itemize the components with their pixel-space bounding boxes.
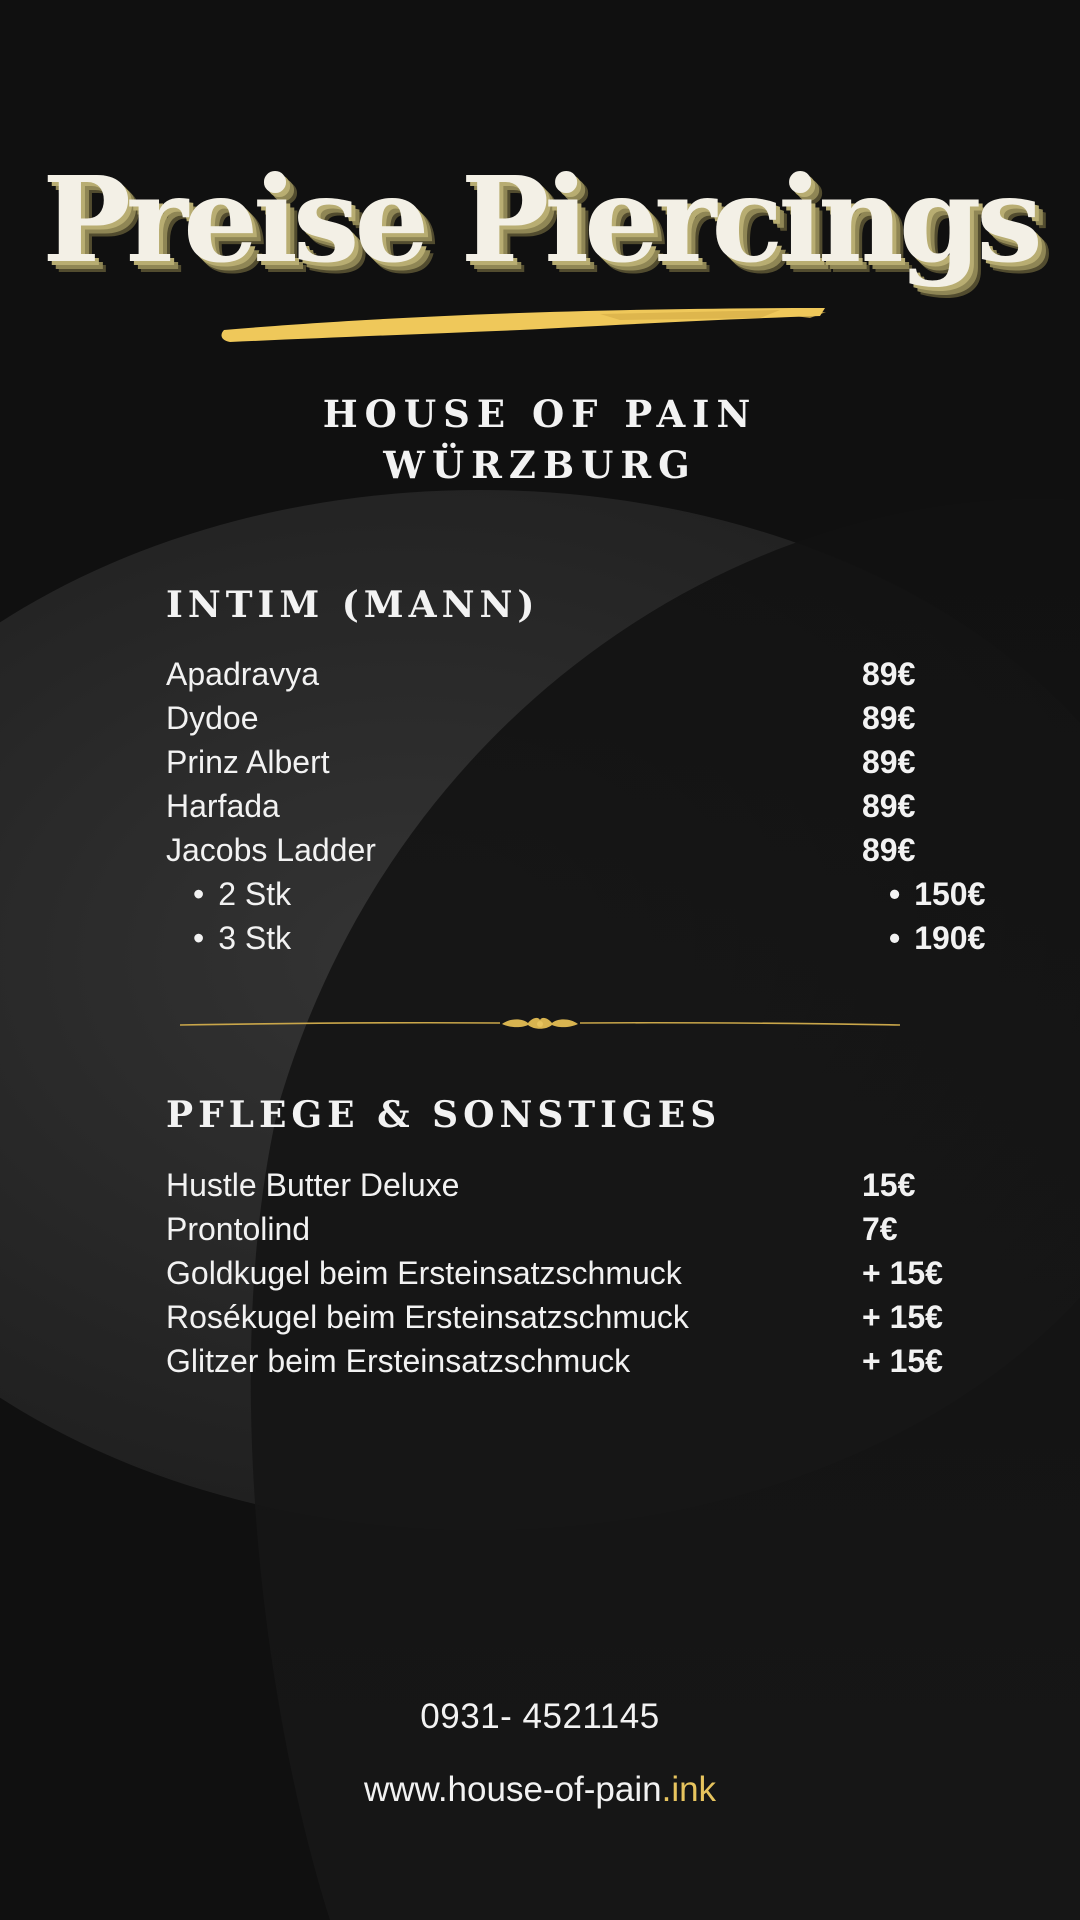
- bullet-icon: •: [889, 876, 901, 912]
- item-price: 89€: [862, 788, 916, 824]
- item-name: Dydoe: [166, 700, 259, 736]
- item-name: Prinz Albert: [166, 744, 330, 780]
- item-name: Rosékugel beim Ersteinsatzschmuck: [166, 1299, 689, 1335]
- price-row: [0, 700, 1080, 744]
- shop-city: WÜRZBURG: [383, 443, 697, 487]
- item-name: Glitzer beim Ersteinsatzschmuck: [166, 1343, 631, 1379]
- website-url[interactable]: [0, 1770, 1080, 1810]
- bullet-icon: •: [193, 920, 205, 956]
- item-price: + 15€: [862, 1255, 943, 1291]
- price-subrow: [0, 876, 1080, 920]
- item-name: Jacobs Ladder: [166, 832, 376, 868]
- item-price: 89€: [862, 700, 916, 736]
- section-heading-pflege: PFLEGE & SONSTIGES: [166, 1094, 722, 1136]
- price-row: [0, 1211, 1080, 1255]
- item-price: 7€: [862, 1211, 898, 1247]
- item-price: [889, 876, 985, 913]
- price-row: [0, 1255, 1080, 1299]
- item-price-text: 190€: [914, 920, 986, 956]
- item-price: 89€: [862, 744, 916, 780]
- item-name: [193, 876, 291, 913]
- price-row: [0, 744, 1080, 788]
- bullet-icon: •: [889, 920, 901, 956]
- price-row: [0, 1167, 1080, 1211]
- website-tld: .ink: [661, 1770, 717, 1809]
- section-heading-intim: INTIM (MANN): [166, 584, 540, 626]
- price-subrow: [0, 920, 1080, 964]
- price-row: [0, 656, 1080, 700]
- page-title: Preise Piercings: [42, 150, 1038, 289]
- item-name-text: 2 Stk: [218, 876, 292, 912]
- item-price: 89€: [862, 832, 916, 868]
- item-name: Hustle Butter Deluxe: [166, 1167, 460, 1203]
- gold-brush-stroke: [220, 300, 830, 345]
- item-price-text: 150€: [914, 876, 986, 912]
- item-name: Harfada: [166, 788, 280, 824]
- price-row: [0, 832, 1080, 876]
- website-main: www.house-of-pain: [363, 1770, 662, 1809]
- item-price: 89€: [862, 656, 916, 692]
- item-price: [889, 920, 985, 957]
- item-price: + 15€: [862, 1343, 943, 1379]
- price-row: [0, 1343, 1080, 1387]
- phone-number: 0931- 4521145: [420, 1697, 660, 1736]
- item-price: 15€: [862, 1167, 916, 1203]
- item-name: Apadravya: [166, 656, 319, 692]
- item-name: Prontolind: [166, 1211, 311, 1247]
- price-row: [0, 1299, 1080, 1343]
- item-price: + 15€: [862, 1299, 943, 1335]
- shop-name: HOUSE OF PAIN: [322, 392, 758, 436]
- price-row: [0, 788, 1080, 832]
- item-name: Goldkugel beim Ersteinsatzschmuck: [166, 1255, 682, 1291]
- item-name: [193, 920, 291, 957]
- ornament-divider: [180, 1010, 900, 1040]
- item-name-text: 3 Stk: [218, 920, 292, 956]
- bullet-icon: •: [193, 876, 205, 912]
